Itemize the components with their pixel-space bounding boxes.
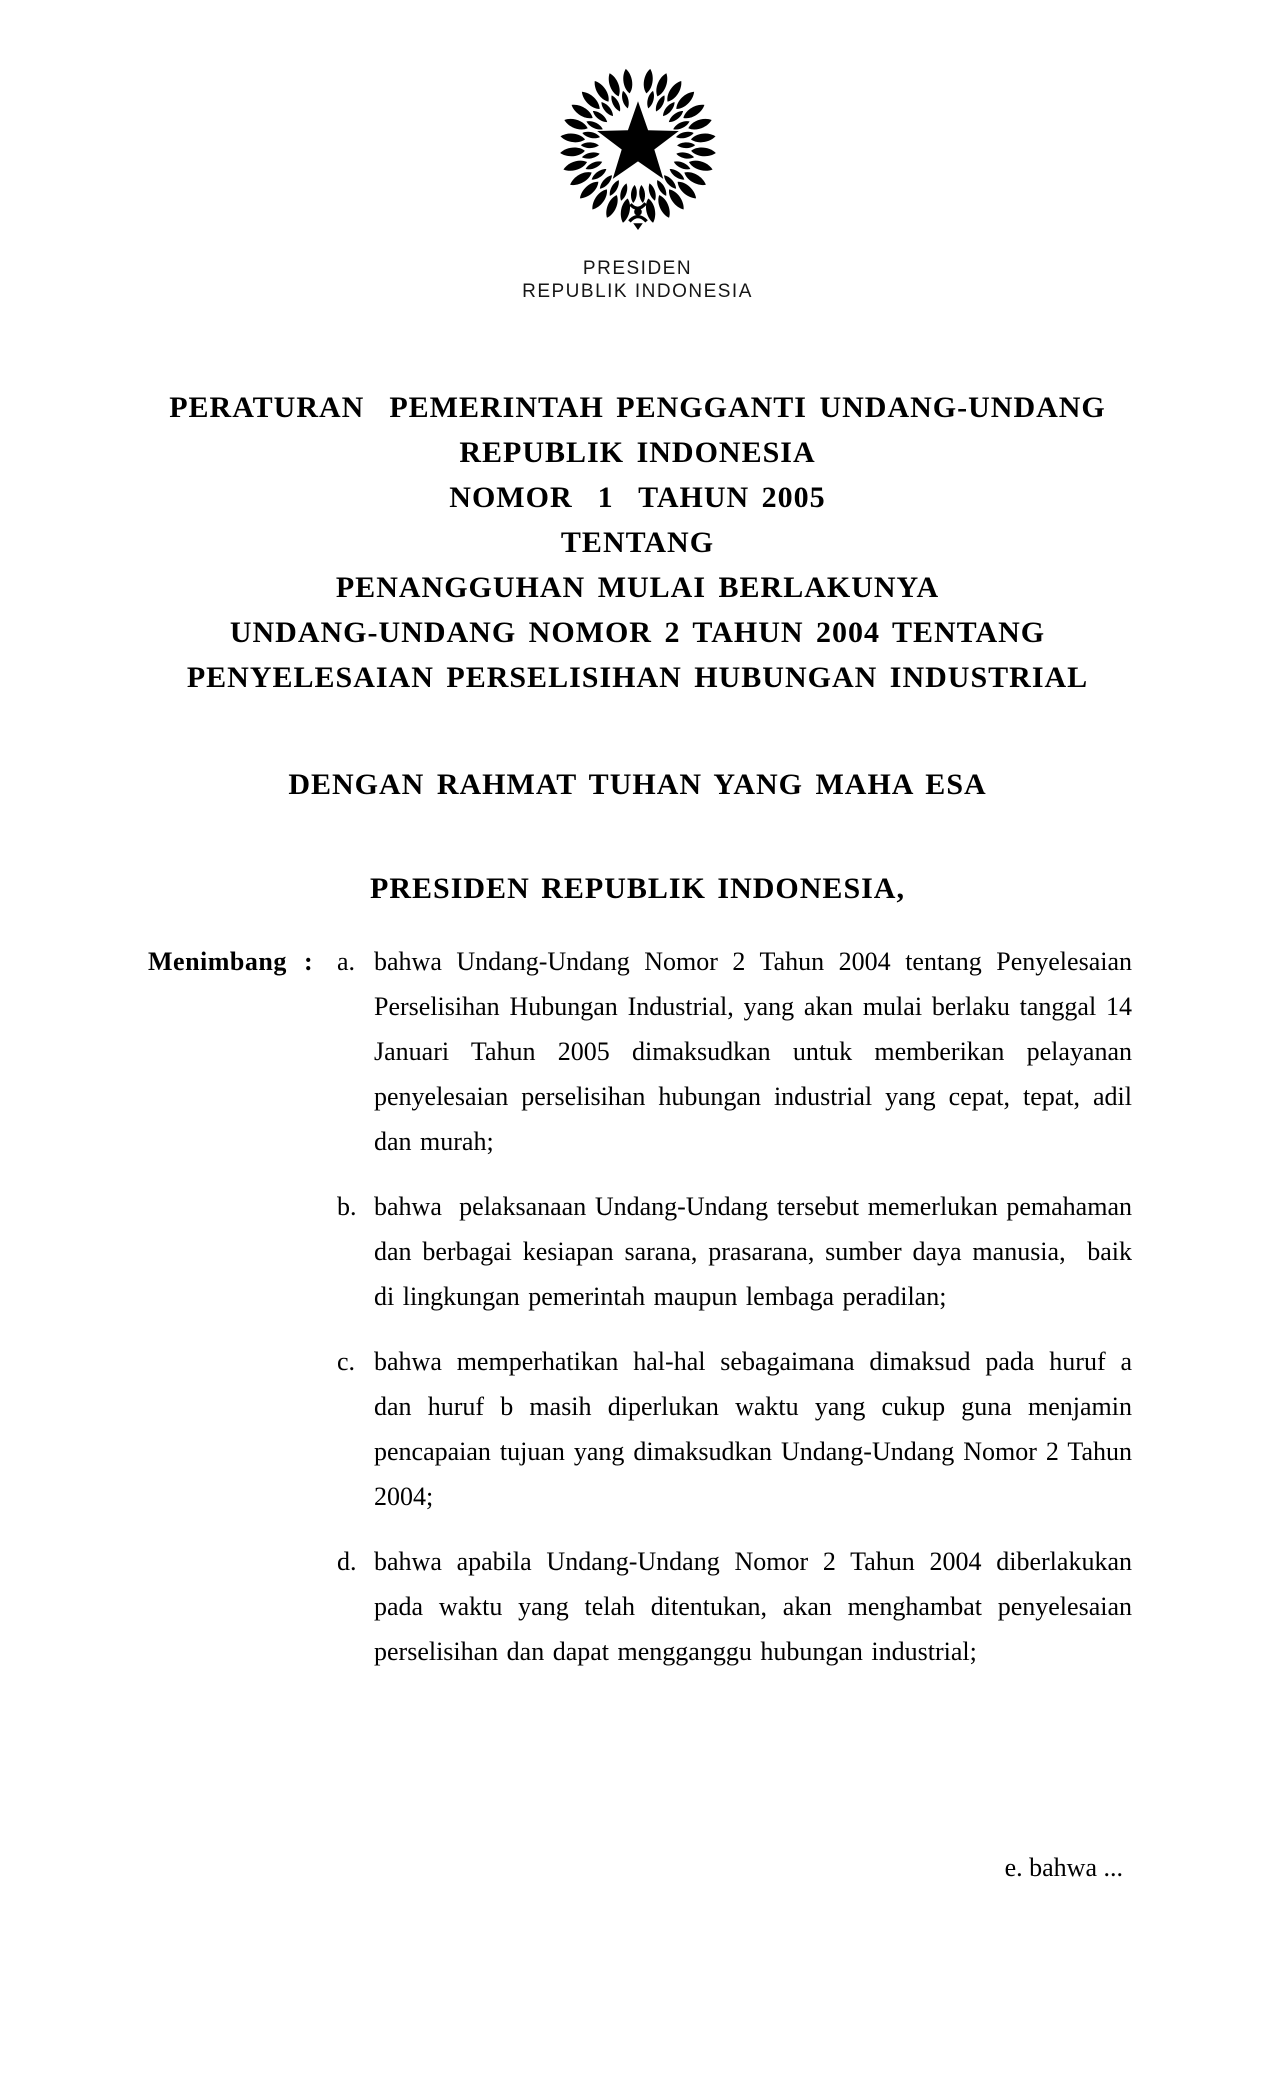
consideration-item-a [337,939,1132,1164]
title-line-4: TENTANG [560,526,715,559]
considerations-label: Menimbang [148,947,287,976]
consideration-text: bahwa apabila Undang-Undang Nomor 2 Tahun 2004 diberlakukan pada waktu yang telah ditentukan, akan menghambat penyelesaian perselisihan dan dapat mengganggu hubungan industrial; [374,1547,1132,1666]
presidential-seal-icon [557,62,719,234]
title-line-7: PENYELESAIAN PERSELISIHAN HUBUNGAN INDUSTRIAL [186,661,1089,694]
considerations-list [337,939,1132,1694]
title-line-1: PERATURAN PEMERINTAH PENGGANTI UNDANG-UNDANG [169,391,1106,424]
considerations-section [148,939,1138,1694]
title-line-6: UNDANG-UNDANG NOMOR 2 TAHUN 2004 TENTANG [229,616,1046,649]
catchword: e. bahwa ... [1004,1853,1123,1882]
title-line-3: NOMOR 1 TAHUN 2005 [449,481,826,514]
authority-line: PRESIDEN REPUBLIK INDONESIA, [370,872,905,905]
consideration-letter: c. [337,1347,356,1376]
agency-name-line2: REPUBLIK INDONESIA [522,281,753,302]
title-line-2: REPUBLIK INDONESIA [459,436,816,469]
consideration-text: bahwa Undang-Undang Nomor 2 Tahun 2004 tentang Penyelesaian Perselisihan Hubungan Industrial, yang akan mulai berlaku tanggal 14 Januari Tahun 2005 dimaksudkan untuk memberikan pelayanan penyelesaian perselisihan hubungan industrial yang cepat, tepat, adil dan murah; [374,947,1132,1156]
regulation-title [145,385,1130,700]
consideration-item-c [337,1339,1132,1519]
consideration-text: bahwa memperhatikan hal-hal sebagaimana dimaksud pada huruf a dan huruf b masih diperlukan waktu yang cukup guna menjamin pencapaian tujuan yang dimaksudkan Undang-Undang Nomor 2 Tahun 2004; [374,1347,1132,1511]
considerations-colon: : [304,947,313,976]
consideration-text: bahwa pelaksanaan Undang-Undang tersebut memerlukan pemahaman dan berbagai kesiapan sarana, prasarana, sumber daya manusia, baik di lingkungan pemerintah maupun lembaga peradilan; [374,1192,1132,1311]
title-line-5: PENANGGUHAN MULAI BERLAKUNYA [335,571,940,604]
agency-header [0,257,1275,303]
consideration-letter: d. [337,1547,357,1576]
consideration-item-b [337,1184,1132,1319]
invocation-line: DENGAN RAHMAT TUHAN YANG MAHA ESA [288,768,987,801]
consideration-letter: b. [337,1192,357,1221]
agency-name-line1: PRESIDEN [582,258,693,279]
consideration-letter: a. [337,947,356,976]
consideration-item-d [337,1539,1132,1674]
